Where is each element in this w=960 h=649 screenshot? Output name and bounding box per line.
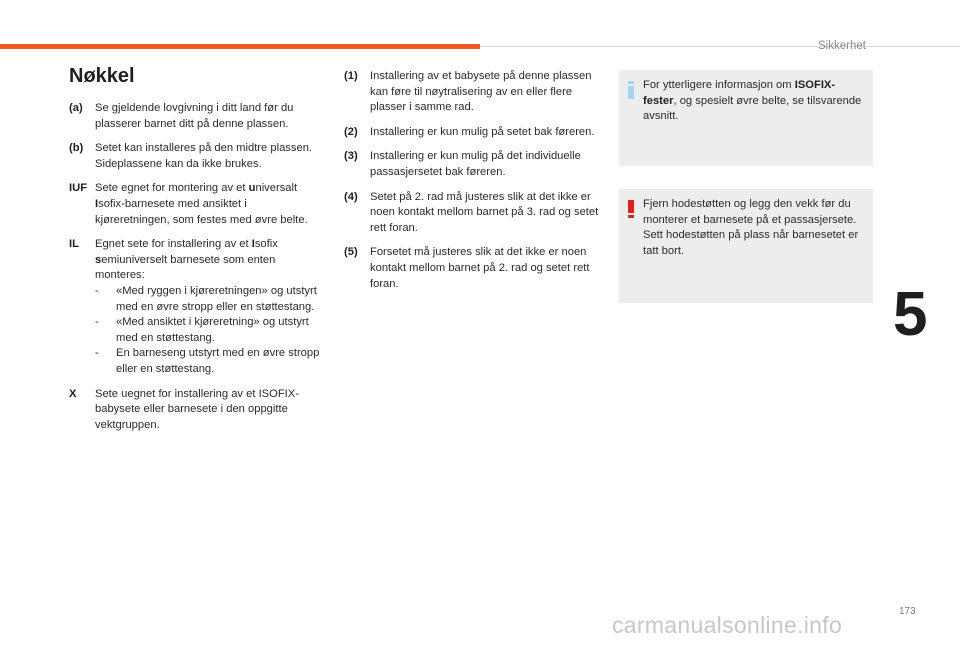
footnote-key: (4)	[344, 190, 358, 203]
footnote-list	[344, 69, 599, 301]
legend-subitem: - «Med ansiktet i kjøreretning» og utstyrt med en støttestang.	[95, 316, 309, 344]
legend-subitem: - «Med ryggen i kjøreretningen» og utstyrt med en øvre stropp eller en støttestang.	[95, 284, 317, 313]
footnote-key: (2)	[344, 125, 358, 138]
footnote-key: (1)	[344, 70, 358, 82]
legend-text: Sete uegnet for installering av et ISOFIX-babysete eller barnesete i den oppgitte vektgruppen.	[95, 387, 299, 431]
legend-item-il	[69, 237, 324, 377]
footnote-item	[344, 69, 599, 116]
header-accent-bar	[0, 44, 480, 49]
footnote-item	[344, 245, 599, 292]
footnote-text: Installering er kun mulig på setet bak føreren.	[370, 125, 595, 138]
legend-key: X	[69, 387, 77, 400]
footnote-item	[344, 190, 599, 237]
header-rule	[480, 46, 960, 47]
warning-box	[619, 189, 873, 303]
footnote-key: (3)	[344, 150, 358, 163]
legend-text: Se gjeldende lovgivning i ditt land før du plasserer barnet ditt på denne plassen.	[95, 102, 294, 130]
chapter-number: 5	[893, 280, 928, 349]
watermark: carmanualsonline.info	[612, 612, 843, 638]
legend-list	[69, 101, 324, 442]
footnote-text: Forsetet må justeres slik at det ikke er noen kontakt mellom barnet på 2. rad og setet rett foran.	[370, 246, 590, 290]
legend-text: Setet kan installeres på den midtre plassen. Sideplassene kan da ikke brukes.	[95, 142, 313, 170]
warning-text: Fjern hodestøtten og legg den vekk før du monterer et barnesete på et passasjersete. Sett hodestøtten på plass når barnesetet er tatt bort.	[643, 198, 859, 257]
footnote-text: Setet på 2. rad må justeres slik at det ikke er noen kontakt mellom barnet på 3. rad og setet rett foran.	[370, 190, 599, 234]
section-label: Sikkerhet	[818, 40, 866, 52]
legend-item-b	[69, 141, 324, 172]
info-icon	[624, 81, 638, 99]
legend-key: (a)	[69, 102, 83, 114]
warning-icon	[624, 200, 638, 218]
legend-subitem: - En barneseng utstyrt med en øvre stropp eller en støttestang.	[95, 347, 320, 375]
footnote-key: (5)	[344, 246, 358, 259]
footnote-text: Installering er kun mulig på det individuelle passasjersetet bak føreren.	[370, 150, 581, 178]
legend-key: IL	[69, 238, 79, 251]
legend-text: Egnet sete for installering av et Isofix semiuniverselt barnesete som enten monteres: - «Med ryggen i kjøreretningen» og utstyrt med en øvre stropp eller en støttestang. - «Med ansiktet i kjøreretning» og utstyrt med en støttestang. - En barneseng utstyrt med en øvre stropp eller en støttestang.	[95, 237, 324, 377]
legend-item-x	[69, 387, 324, 434]
legend-item-iuf	[69, 181, 324, 228]
info-text: For ytterligere informasjon om ISOFIX-fester, og spesielt øvre belte, se tilsvarende avsnitt.	[643, 79, 862, 123]
page-number: 173	[899, 606, 916, 617]
legend-key: IUF	[69, 182, 88, 195]
footnote-item	[344, 149, 599, 180]
info-box	[619, 70, 873, 166]
footnote-item	[344, 125, 599, 141]
legend-item-a	[69, 101, 324, 132]
legend-key: (b)	[69, 142, 84, 155]
legend-text: Sete egnet for montering av et universalt Isofix-barnesete med ansiktet i kjøreretningen, som festes med øvre belte.	[95, 182, 308, 226]
footnote-text: Installering av et babysete på denne plassen kan føre til nøytralisering av en eller flere plasser i samme rad.	[370, 70, 592, 114]
page-title: Nøkkel	[69, 65, 135, 87]
